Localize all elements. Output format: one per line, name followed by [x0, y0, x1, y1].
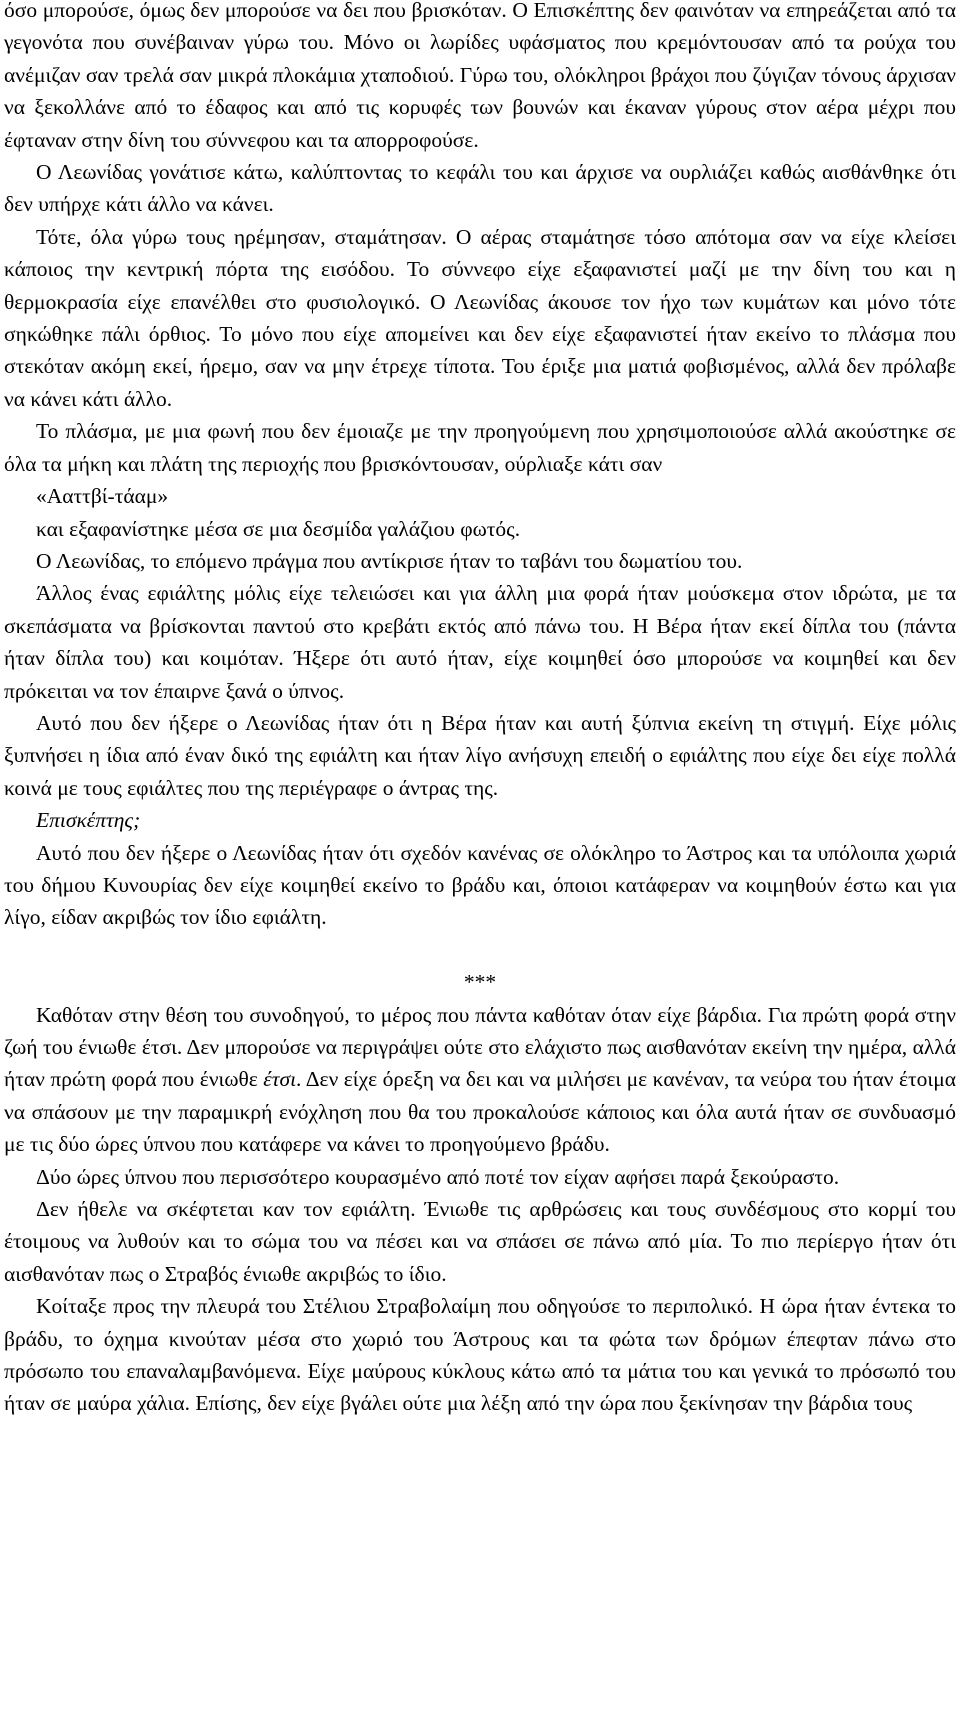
paragraph: Ο Λεωνίδας, το επόμενο πράγμα που αντίκρισε ήταν το ταβάνι του δωματίου του. — [36, 548, 743, 573]
paragraph: Ο Λεωνίδας γονάτισε κάτω, καλύπτοντας το κεφάλι του και άρχισε να ουρλιάζει καθώς αισθάνθηκε ότι δεν υπήρχε κάτι άλλο να κάνει. — [4, 160, 956, 217]
paragraph: Αυτό που δεν ήξερε ο Λεωνίδας ήταν ότι η Βέρα ήταν και αυτή ξύπνια εκείνη τη στιγμή. Είχε μόλις ξυπνήσει η ίδια από έναν δικό της εφιάλτη και ήταν λίγο ανήσυχη επειδή ο εφιάλτης που είχε δει είχε πολλά κοινά με τους εφιάλτες που της περιέγραφε ο άντρας της. — [4, 710, 956, 800]
emphasis-text: έτσι — [263, 1067, 297, 1092]
paragraph: «Ααττβί-τάαμ» — [36, 484, 169, 509]
section-gap — [4, 934, 956, 966]
paragraph: Δεν ήθελε να σκέφτεται καν τον εφιάλτη. Ένιωθε τις αρθρώσεις και τους συνδέσμους στο κορμί του έτοιμους να λυθούν και το σώμα του να πέσει και να σπάσει σε πάνω από μία. Το πιο περίεργο ήταν ότι αισθανόταν πως ο Στραβός ένιωθε ακριβώς το ίδιο. — [4, 1197, 956, 1286]
italic-paragraph: Επισκέπτης; — [36, 808, 141, 833]
paragraph: Το πλάσμα, με μια φωνή που δεν έμοιαζε με την προηγούμενη που χρησιμοποιούσε αλλά ακούστηκε σε όλα τα μήκη και πλάτη της περιοχής που βρισκόντουσαν, ούρλιαξε κάτι σαν — [4, 419, 956, 476]
paragraph: Δύο ώρες ύπνου που περισσότερο κουρασμένο από ποτέ τον είχαν αφήσει παρά ξεκούραστο. — [36, 1164, 840, 1189]
paragraph — [4, 999, 956, 1161]
section-separator: *** — [463, 970, 497, 995]
paragraph: Τότε, όλα γύρω τους ηρέμησαν, σταμάτησαν. Ο αέρας σταμάτησε τόσο απότομα σαν να είχε κλείσει κάποιος την κεντρική πόρτα της εισόδου. Το σύννεφο είχε εξαφανιστεί μαζί με την δίνη του και η θερμοκρασία είχε επανέλθει στο φυσιολογικό. Ο Λεωνίδας άκουσε τον ήχο των κυμάτων και μόνο τότε σηκώθηκε πάλι όρθιος. Το μόνο που είχε απομείνει και δεν είχε εξαφανιστεί ήταν εκείνο το πλάσμα που στεκόταν ακόμη εκεί, ήρεμο, σαν να μην έτρεχε τίποτα. Του έριξε μια ματιά φοβισμένος, αλλά δεν πρόλαβε να κάνει κάτι άλλο. — [4, 224, 956, 411]
paragraph: Αυτό που δεν ήξερε ο Λεωνίδας ήταν ότι σχεδόν κανένας σε ολόκληρο το Άστρος και τα υπόλοιπα χωριά του δήμου Κυνουρίας δεν είχε κοιμηθεί εκείνο το βράδυ και, όποιοι κατάφεραν να κοιμηθούν έστω και για λίγο, είδαν ακριβώς τον ίδιο εφιάλτη. — [4, 840, 956, 930]
paragraph: Άλλος ένας εφιάλτης μόλις είχε τελειώσει και για άλλη μια φορά ήταν μούσκεμα στον ιδρώτα, με τα σκεπάσματα να βρίσκονται παντού στο κρεβάτι εκτός από πάνω του. Η Βέρα ήταν εκεί δίπλα του (πάντα ήταν δίπλα του) και κοιμόταν. Ήξερε ότι αυτό ήταν, είχε κοιμηθεί όσο μπορούσε να κοιμηθεί και δεν πρόκειται να τον έπαιρνε ξανά ο ύπνος. — [4, 581, 956, 703]
paragraph-text: . Δεν είχε όρεξη να δει και να μιλήσει με κανέναν, τα νεύρα του ήταν έτοιμα να σπάσουν με την παραμικρή ενόχληση που θα του προκαλούσε κάποιος και όλα αυτά ήταν σε συνδυασμό με τις δύο ώρες ύπνου που κατάφερε να κάνει το προηγούμενο βράδυ. — [4, 1067, 956, 1157]
paragraph: όσο μπορούσε, όμως δεν μπορούσε να δει που βρισκόταν. Ο Επισκέπτης δεν φαινόταν να επηρεάζεται από τα γεγονότα που συνέβαιναν γύρω του. Μόνο οι λωρίδες υφάσματος που κρεμόντουσαν από τα ρούχα του ανέμιζαν σαν τρελά σαν μικρά πλοκάμια χταποδιού. Γύρω του, ολόκληροι βράχοι που ζύγιζαν τόνους άρχισαν να ξεκολλάνε από το έδαφος και από τις κορυφές των βουνών και έκαναν γύρους στον αέρα μέχρι που έφταναν στην δίνη του σύννεφου και τα απορροφούσε. — [4, 0, 956, 152]
paragraph: Κοίταξε προς την πλευρά του Στέλιου Στραβολαίμη που οδηγούσε το περιπολικό. Η ώρα ήταν έντεκα το βράδυ, το όχημα κινούταν μέσα στο χωριό του Άστρους και τα φώτα των δρόμων έπεφταν πάνω στο πρόσωπο του επαναλαμβανόμενα. Είχε μαύρους κύκλους κάτω από τα μάτια του και γενικά το πρόσωπό του ήταν σε μαύρα χάλια. Επίσης, δεν είχε βγάλει ούτε μια λέξη από την ώρα που ξεκίνησαν την βάρδια τους — [4, 1294, 956, 1416]
paragraph-text: Καθόταν στην θέση του συνοδηγού, το μέρος που πάντα καθόταν όταν είχε βάρδια. Για πρώτη φορά στην ζωή του ένιωθε έτσι. Δεν μπορούσε να περιγράψει ούτε στο ελάχιστο πως αισθανόταν εκείνη την ημέρα, αλλά ήταν πρώτη φορά που ένιωθε — [4, 1002, 956, 1092]
paragraph: και εξαφανίστηκε μέσα σε μια δεσμίδα γαλάζιου φωτός. — [36, 516, 521, 541]
